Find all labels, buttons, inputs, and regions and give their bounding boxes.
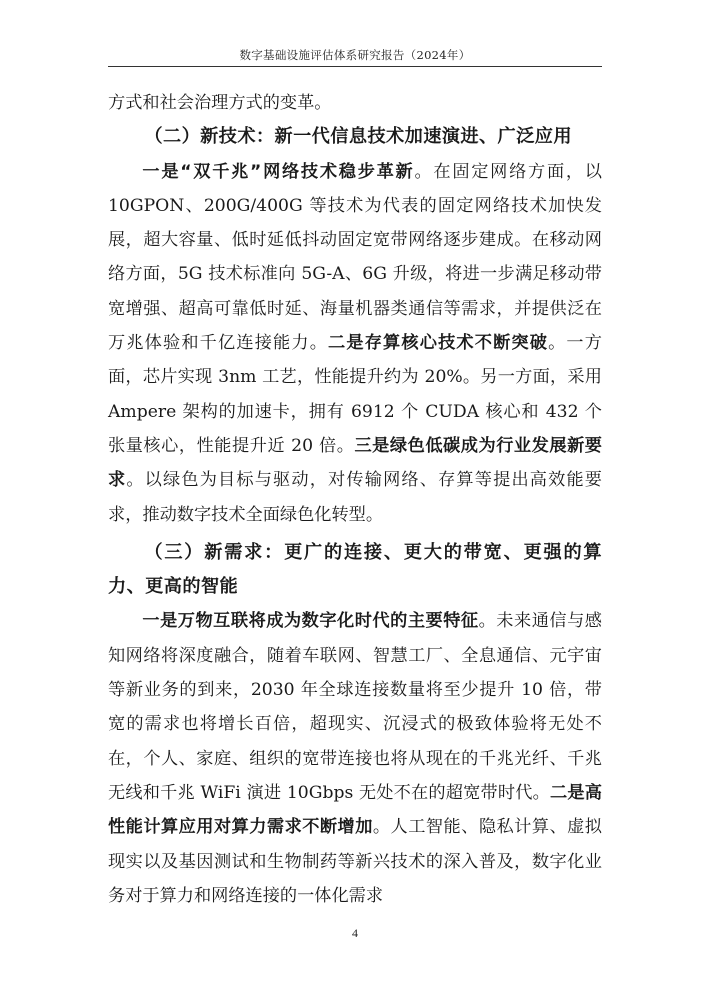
paragraph-continued: 方式和社会治理方式的变革。 xyxy=(108,93,332,113)
body-text xyxy=(108,86,602,913)
lead-phrase: 一是万物互联将成为数字化时代的主要特征 xyxy=(142,611,479,632)
paragraph-new-technology xyxy=(108,155,602,532)
paragraph-text: 。以绿色为目标与驱动，对传输网络、存算等提出高效能要求，推动数字技术全面绿色化转型。 xyxy=(108,470,602,525)
section-heading-new-demand: （三）新需求：更广的连接、更大的带宽、更强的算力、更高的智能 xyxy=(108,541,602,598)
lead-phrase: 二是存算核心技术不断突破 xyxy=(328,333,549,354)
lead-phrase: 一是“双千兆”网络技术稳步革新 xyxy=(142,161,415,182)
paragraph-text: 。人工智能、隐私计算、虚拟现实以及基因测试和生物制药等新兴技术的深入普及，数字化业务对于算力和网络连接的一体化需求 xyxy=(108,817,602,906)
paragraph-text: 。在固定网络方面，以 10GPON、200G/400G 等技术为代表的固定网络技术加快发展，超大容量、低时延低抖动固定宽带网络逐步建成。在移动网络方面，5G 技术标准向 5G-A、6G 升级，将进一步满足移动带宽增强、超高可靠低时延、海量机器类通信等需求，并提供泛在万兆体验和千亿连接能力。 xyxy=(108,161,602,354)
paragraph-new-demand xyxy=(108,604,602,913)
paragraph-text: 。一方面，芯片实现 3nm 工艺，性能提升约为 20%。另一方面，采用 Ampere 架构的加速卡，拥有 6912 个 CUDA 核心和 432 个张量核心，性能提升近 20 倍。 xyxy=(108,333,602,456)
lead-phrase: 二是高性能计算应用对算力需求不断增加 xyxy=(108,782,602,838)
section-heading-new-technology: （二）新技术：新一代信息技术加速演进、广泛应用 xyxy=(144,126,572,148)
lead-phrase: 三是绿色低碳成为行业发展新要求 xyxy=(108,435,602,491)
paragraph-text: 。未来通信与感知网络将深度融合，随着车联网、智慧工厂、全息通信、元宇宙等新业务的到来，2030 年全球连接数量将至少提升 10 倍，带宽的需求也将增长百倍，超现实、沉浸式的极致体验将无处不在，个人、家庭、组织的宽带连接也将从现在的千兆光纤、千兆无线和千兆 WiFi 演进 10Gbps 无处不在的超宽带时代。 xyxy=(108,611,602,803)
running-header: 数字基础设施评估体系研究报告（2024年） xyxy=(239,48,471,62)
page-number: 4 xyxy=(352,926,358,940)
header-rule xyxy=(108,66,602,67)
